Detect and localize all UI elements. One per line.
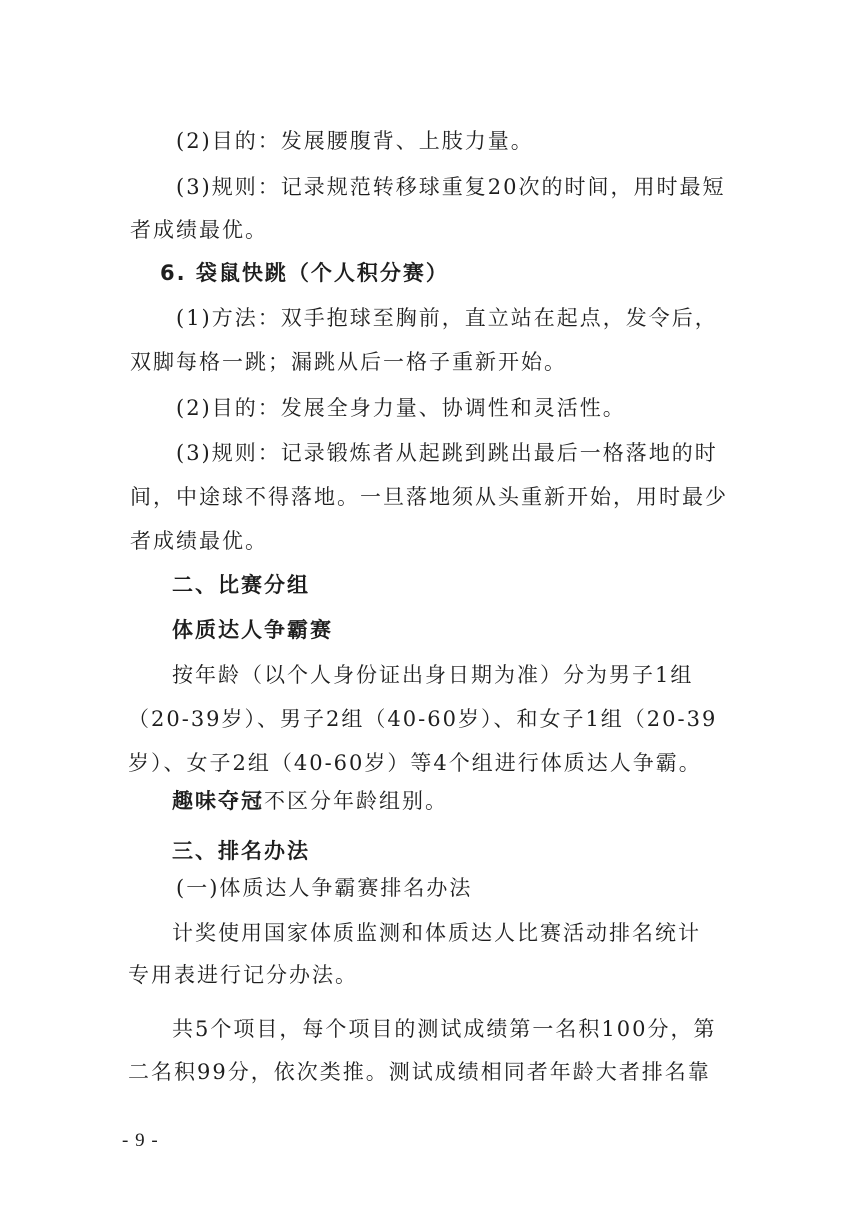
method-item-6-line2: 双脚每格一跳；漏跳从后一格子重新开始。 — [130, 350, 567, 374]
grouping-heading: 二、比赛分组 — [172, 573, 310, 597]
rule-item-5-line1: (3)规则：记录规范转移球重复20次的时间，用时最短 — [176, 175, 726, 199]
rule-item-6-line2: 间，中途球不得落地。一旦落地须从头重新开始，用时最少 — [130, 485, 728, 509]
fun-championship-label: 趣味夺冠 — [172, 789, 264, 813]
grouping-para-line1: 按年龄（以个人身份证出身日期为准）分为男子1组 — [172, 663, 694, 687]
ranking-para2-line1: 共5个项目，每个项目的测试成绩第一名积100分，第 — [172, 1017, 717, 1041]
ranking-para1-line2: 专用表进行记分办法。 — [128, 963, 358, 987]
ranking-heading: 三、排名办法 — [172, 839, 310, 863]
ranking-subheading: (一)体质达人争霸赛排名办法 — [176, 876, 473, 900]
ranking-para1-line1: 计奖使用国家体质监测和体质达人比赛活动排名统计 — [172, 921, 701, 945]
rule-item-6-line1: (3)规则：记录锻炼者从起跳到跳出最后一格落地的时 — [176, 441, 718, 465]
fun-championship-line — [172, 786, 448, 816]
page-number: - 9 - — [122, 1130, 159, 1151]
purpose-item-6: (2)目的：发展全身力量、协调性和灵活性。 — [176, 396, 626, 420]
rule-item-6-line3: 者成绩最优。 — [130, 529, 268, 553]
method-item-6-line1: (1)方法：双手抱球至胸前，直立站在起点，发令后， — [176, 306, 718, 330]
grouping-para-line3: 岁）、女子2组（40-60岁）等4个组进行体质达人争霸。 — [128, 751, 702, 775]
section-heading-6: 6. 袋鼠快跳（个人积分赛） — [160, 261, 449, 285]
grouping-para-line2: （20-39岁）、男子2组（40-60岁）、和女子1组（20-39 — [128, 707, 718, 731]
ranking-para2-line2: 二名积99分，依次类推。测试成绩相同者年龄大者排名靠 — [128, 1060, 711, 1084]
purpose-item-5: (2)目的：发展腰腹背、上肢力量。 — [176, 129, 534, 153]
fun-championship-text: 不区分年龄组别。 — [264, 789, 448, 813]
rule-item-5-line2: 者成绩最优。 — [130, 218, 268, 242]
grouping-subheading: 体质达人争霸赛 — [172, 618, 333, 642]
